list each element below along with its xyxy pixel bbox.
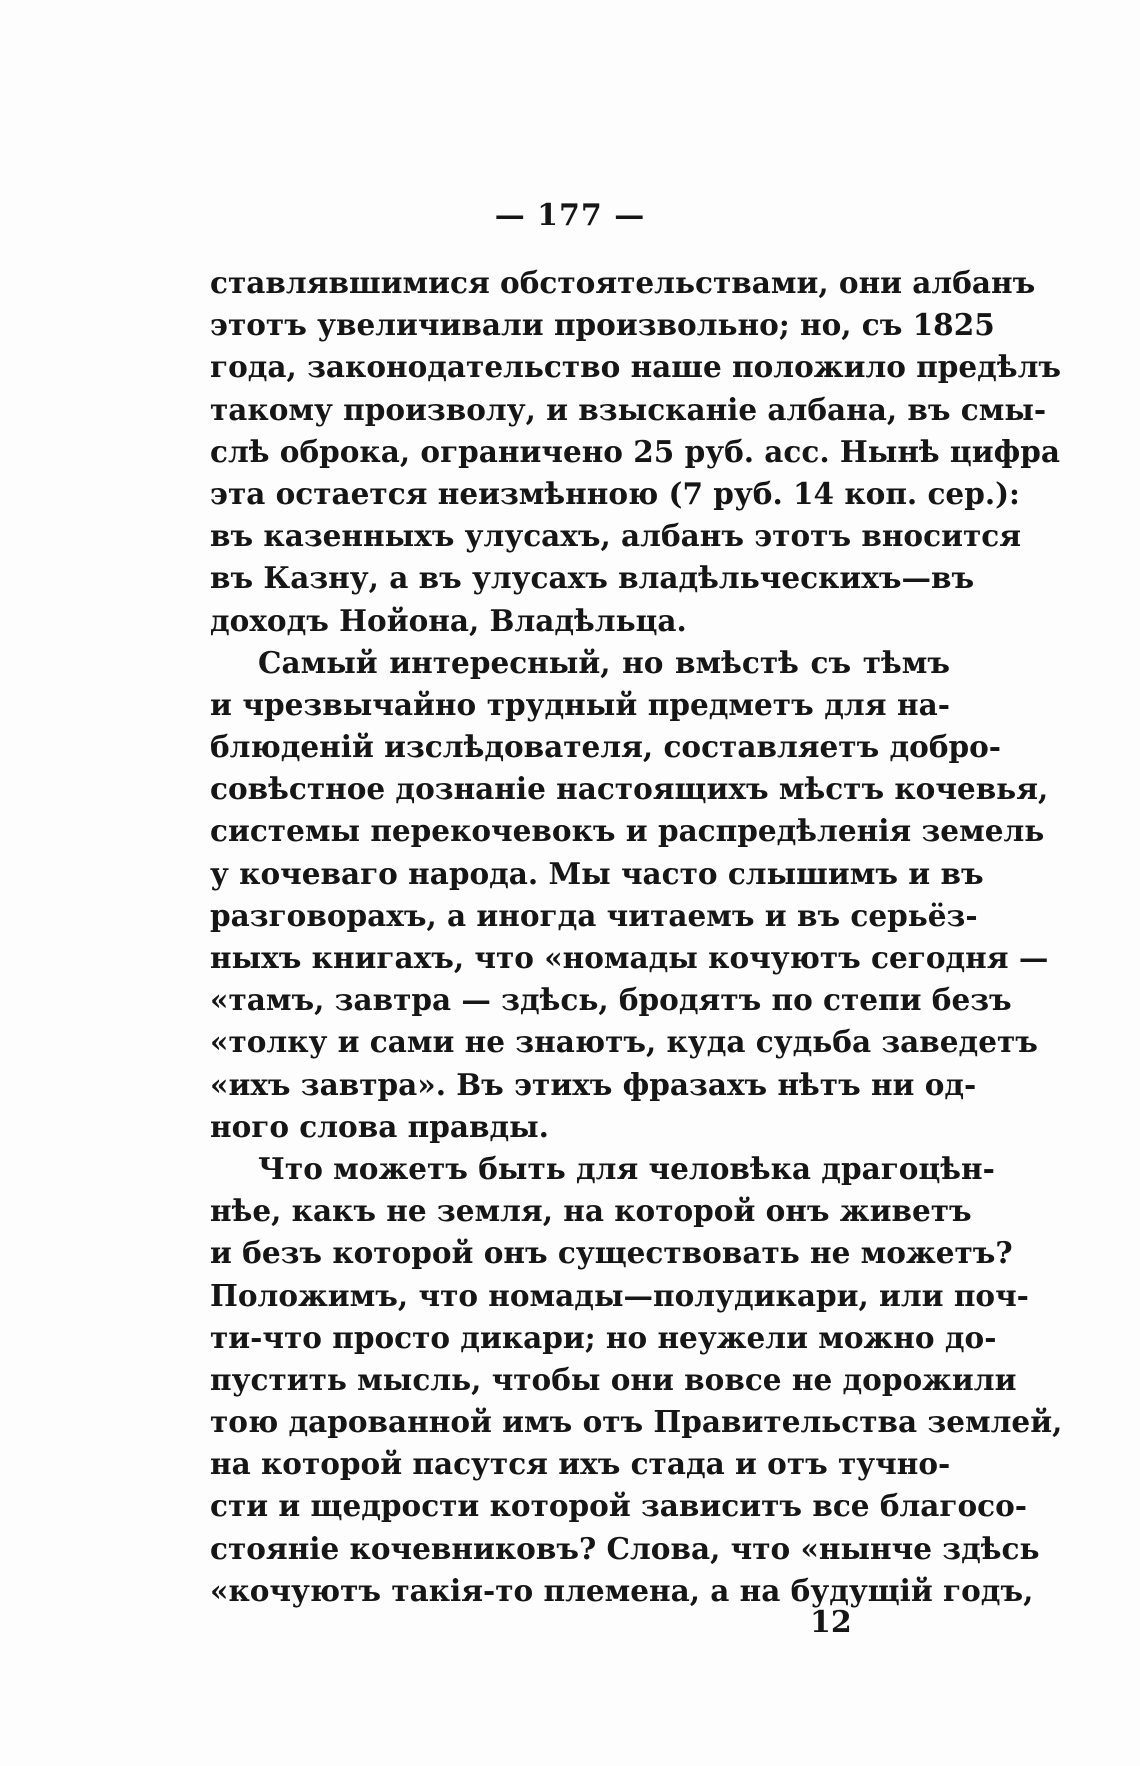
text-line: въ Казну, а въ улусахъ владѣльческихъ—въ	[210, 560, 975, 596]
text-line: «кочуютъ такія-то племена, а на будущій годъ,	[210, 1572, 1034, 1608]
text-line: стояніе кочевниковъ? Слова, что «нынче здѣсь	[210, 1530, 1040, 1566]
text-line: ставлявшимися обстоятельствами, они албанъ	[210, 265, 1036, 300]
text-line: совѣстное дознаніе настоящихъ мѣстъ кочевья,	[210, 771, 1049, 807]
signature-mark: 12	[810, 1605, 852, 1640]
text-line: нѣе, какъ не земля, на которой онъ живетъ	[210, 1193, 972, 1229]
text-line: «тамъ, завтра — здѣсь, бродятъ по степи безъ	[210, 982, 1012, 1018]
text-line: ныхъ книгахъ, что «номады кочуютъ сегодня —	[210, 940, 1049, 975]
text-line: эта остается неизмѣнною (7 руб. 14 коп. сер.):	[210, 475, 1020, 511]
text-line: и чрезвычайно трудный предметъ для на-	[210, 686, 950, 722]
text-line: блюденій изслѣдователя, составляетъ добро-	[210, 729, 1002, 765]
text-line: пустить мысль, чтобы они вовсе не дорожили	[210, 1361, 1017, 1397]
text-line: на которой пасутся ихъ стада и отъ тучно-	[210, 1446, 951, 1482]
text-line: «толку и сами не знаютъ, куда судьба заведетъ	[210, 1024, 1038, 1060]
text-line: разговорахъ, а иногда читаемъ и въ серьёз-	[210, 897, 978, 933]
text-line: ти-что просто дикари; но неужели можно до-	[210, 1319, 997, 1355]
text-line: такому произволу, и взысканіе албана, въ смы-	[210, 391, 1047, 427]
paragraph-start-line: Самый интересный, но вмѣстѣ съ тѣмъ	[258, 644, 950, 680]
paragraph-start-line: Что можетъ быть для человѣка драгоцѣн-	[258, 1150, 995, 1186]
text-line: «ихъ завтра». Въ этихъ фразахъ нѣтъ ни од-	[210, 1066, 977, 1102]
text-line: системы перекочевокъ и распредѣленія земель	[210, 813, 1045, 849]
page-number: — 177 —	[494, 198, 646, 233]
body-text	[210, 262, 1063, 1612]
text-line: въ казенныхъ улусахъ, албанъ этотъ вносится	[210, 518, 1021, 554]
text-line: доходъ Нойона, Владѣльца.	[210, 602, 687, 638]
text-line: этотъ увеличивали произвольно; но, съ 1825	[210, 307, 995, 343]
text-line: года, законодательство наше положило предѣлъ	[210, 349, 1062, 385]
text-line: сти и щедрости которой зависитъ все благосо-	[210, 1488, 1028, 1524]
text-line: слѣ оброка, ограничено 25 руб. асс. Нынѣ цифра	[210, 433, 1060, 469]
text-line: Положимъ, что номады—полудикари, или поч-	[210, 1277, 1029, 1313]
text-line: у кочеваго народа. Мы часто слышимъ и въ	[210, 855, 984, 891]
text-line: тою дарованной имъ отъ Правительства землей,	[210, 1404, 1063, 1440]
text-line: ного слова правды.	[210, 1108, 549, 1144]
text-line: и безъ которой онъ существовать не можетъ?	[210, 1235, 1013, 1271]
